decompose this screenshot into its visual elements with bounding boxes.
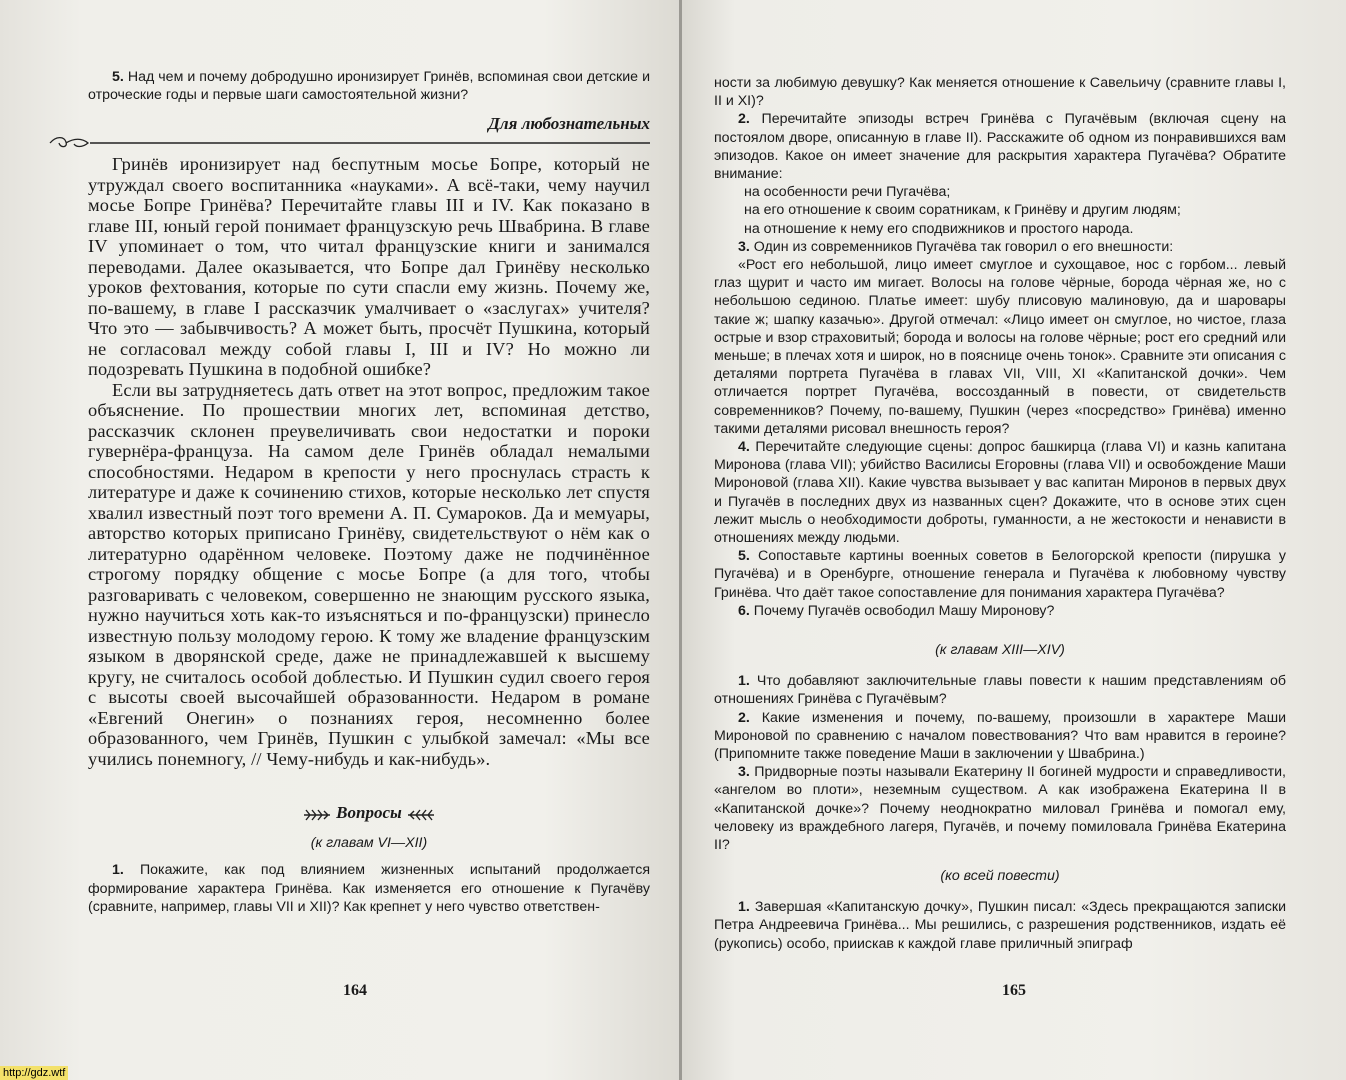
list-item: на особенности речи Пугачёва; [744,184,951,201]
paragraph-1: Гринёв иронизирует над беспутным мосье Бопре, который не утруждал своего воспитанника «науками». А всё-таки, чему научил мосье Бопре Гринёва? Перечитайте главы III и IV. Как показано в главе III, юный герой понимает французскую речь Швабрина. В главе IV упоминает о том, что читал французские книги и занимался переводами. Далее оказывается, что Бопре дал Гринёву несколько уроков фехтования, которые по сути спасли ему жизнь. Почему же, по-вашему, в главе I рассказчик умалчивает о «заслугах» учителя? Что это — забывчивость? А может быть, просчёт Пушкина, который не согласовал между собой главы I, III и IV? Но можно ли подозревать Пушкина в подобной ошибке? [88,154,650,380]
question-1: 1. Покажите, как под влиянием жизненных испытаний продолжается формирование характера Гринёва. Как изменяется его отношение к Пугачёву (сравните, например, главы VII и XII)? Как крепнет у него чувство ответствен- [88,862,650,915]
list-item: на отношение к нему его сподвижников и простого народа. [744,220,1134,237]
list-item: на его отношение к своим соратникам, к Гринёву и другим людям; [744,202,1181,219]
continued-text: ности за любимую девушку? Как меняется отношение к Савельичу (сравните главы I, II и XI)? [714,75,1286,110]
question-6: 6. Почему Пугачёв освободил Машу Миронову? [738,602,1055,619]
page-number: 164 [343,982,367,999]
leaf-ornament-icon [302,808,332,822]
scroll-ornament-icon [46,136,650,150]
question-r1: 1. Что добавляют заключительные главы повести к нашим представлениям об отношениях Гринёва с Пугачёвым? [714,673,1286,708]
chapters-heading-3: (ко всей повести) [940,868,1060,885]
question-5: 5. Над чем и почему добродушно иронизирует Гринёв, вспоминая свои детские и отроческие годы и первые шаги самостоятельной жизни? [88,69,650,104]
question-5: 5. Сопоставьте картины военных советов в Белогорской крепости (пирушка у Пугачёва) и в Оренбурге, отношение генерала и Пугачёва к любовному чувству Гринёва. Что даёт такое сопоставление для понимания характера Пугачёва? [714,548,1286,601]
question-4: 4. Перечитайте следующие сцены: допрос башкирца (глава VI) и казнь капитана Миронова (глава VII); убийство Василисы Егоровны (глава VII) и освобождение Маши Мироновой (глава XII). Какие чувства вызывает у вас капитан Миронов в первых двух и Пугачёв в последних двух из названных сцен? Докажите, что в основе этих сцен лежит мысль о необходимости доброты, гуманности, а не жестокости и ненависти в отношениях между людьми. [714,439,1286,547]
question-r2: 2. Какие изменения и почему, по-вашему, произошли в характере Маши Мироновой по сравнению с началом повествования? Что вам нравится в героине? (Припомните также поведение Маши в заключении у Швабрина.) [714,709,1287,762]
section-title: Для любознательных [488,114,650,134]
site-watermark: http://gdz.wtf [0,1066,68,1080]
leaf-ornament-icon [406,808,436,822]
question-3-quote: «Рост его небольшой, лицо имеет смуглое и сухощавое, нос с горбом... левый глаз щурит и часто им мигает. Волосы на голове чёрные, борода чёрная же, но с небольшою сединою. Платье имеет: шубу плисовую малиновую, да и шаровары такие ж; шапку казачью». Другой отмечал: «Лицо имеет он смуглое, но чистое, глаза острые и взор страховитый; борода и волосы на голове чёрные; рост его средний или меньше; в плечах хотя и широк, но в пояснице очень тонок». Сравните эти описания с деталями портрета Пугачёва в главах VII, VIII, XI «Капитанской дочки». Чем отличается портрет Пугачёва, воссозданный в повести, от свидетельств современников? Почему, по-вашему, Пушкин (через «посредство» Гринёва) именно такими деталями рисовал внешность героя? [714,257,1286,437]
chapters-heading-2: (к главам XIII—XIV) [935,642,1065,659]
right-page [682,0,1346,1080]
chapters-heading: (к главам VI—XII) [310,835,428,852]
page-number: 165 [1002,982,1026,999]
ornament-divider [46,136,650,150]
questions-heading: Вопросы [88,803,650,823]
question-s1: 1. Завершая «Капитанскую дочку», Пушкин писал: «Здесь прекращаются записки Петра Андреевича Гринёва... Мы решились, с разрешения родственников, издать её (рукопись) особо, приискав к каждой главе приличный эпиграф [714,899,1286,952]
question-2: 2. Перечитайте эпизоды встреч Гринёва с Пугачёвым (включая сцену на постоялом дворе, описанную в главе II). Расскажите об одном из понравившихся вам эпизодов. Какое он имеет значение для раскрытия характера Пугачёва? Обратите внимание: [714,111,1286,183]
paragraph-2: Если вы затрудняетесь дать ответ на этот вопрос, предложим такое объяснение. По прошествии многих лет, вспоминая детство, рассказчик склонен преувеличивать свои недостатки и пороки гувернёра-француза. На самом деле Гринёв обладал немалыми способностями. Недаром в крепости у него проснулась страсть к литературе и даже к сочинению стихов, которые несколько лет спустя хвалил известный поэт того времени А. П. Сумароков. Да и мемуары, авторство которых приписано Гринёву, свидетельствуют о нём как о литературно одарённом человеке. Поэтому даже не подчинённое строгому порядку общение с мосье Бопре (а для того, чтобы разговаривать с человеком, совершенно не знающим русского языка, нужно научиться хоть как-то изъясняться и по-французски) принесло известную пользу молодому герою. К тому же владение французским языком в дворянской среде, даже не принадлежавшей к высшему кругу, не считалось особой доблестью. И Пушкин судил своего героя с высоты своей высочайшей образованности. Недаром в романе «Евгений Онегин» о познаниях героя, несомненно более образованного, чем Гринёв, Пушкин с улыбкой замечал: «Мы все учились понемногу, // Чему-нибудь и как-нибудь». [88,379,650,769]
question-3: 3. Один из современников Пугачёва так говорил о его внешности: [738,238,1174,255]
question-r3: 3. Придворные поэты называли Екатерину II богиней мудрости и справедливости, «ангелом во плоти», неземным существом. А как изображена Екатерина II в «Капитанской дочке»? Почему неоднократно миловал Гринёва и помогал ему, человеку из враждебного лагеря, Пугачёв, и почему помиловала Гринёва Екатерина II? [714,764,1286,853]
